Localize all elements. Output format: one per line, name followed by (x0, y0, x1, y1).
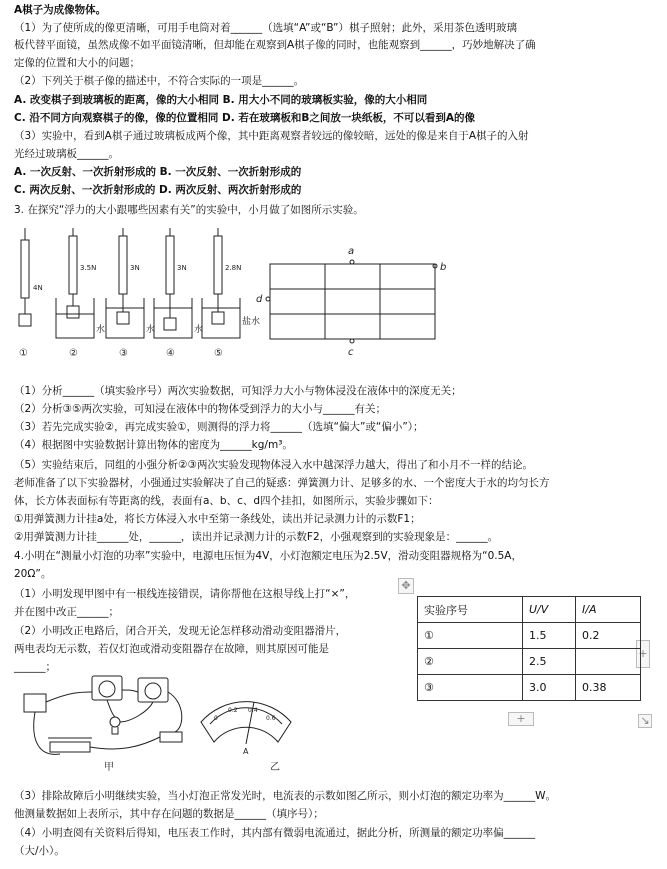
liquid-label: 水 (146, 325, 156, 335)
setup-number: ④ (166, 348, 175, 359)
force-label: 3N (130, 264, 140, 272)
force-label: 3.5N (80, 264, 97, 272)
text-line: 老师准备了以下实验器材，小强通过实验解决了自己的疑惑：弹簧测力计、足够多的水、一个密度大于水的均匀长方 (14, 477, 550, 489)
text-line: 体，长方体表面标有等距离的线，表面有a、b、c、d四个挂扣，如图所示，实验步骤如下： (14, 495, 439, 507)
text-line: 20Ω”。 (14, 568, 52, 580)
text-line: 定像的位置和大小的问题； (14, 57, 140, 69)
cuboid-hooks-figure (252, 244, 452, 359)
table-header: I/A (576, 597, 641, 623)
force-label: 3N (177, 264, 187, 272)
text-line: （大/小）。 (14, 845, 65, 857)
text-line: C. 沿不同方向观察棋子的像，像的位置相同 D. 若在玻璃板和B之间放一块纸板，不可以看到A的像 (14, 112, 475, 124)
text-line: （2）下列关于棋子像的描述中，不符合实际的一项是______。 (14, 75, 305, 87)
text-line: （1）为了使所成的像更清晰，可用手电筒对着______（选填“A”或“B”）棋子照射；此外，采用茶色透明玻璃 (14, 22, 517, 34)
force-label: 2.8N (225, 264, 242, 272)
table-row (418, 649, 641, 675)
ammeter-unit: A (243, 747, 249, 756)
setup-number: ③ (119, 348, 128, 359)
text-line: 3. 在探究“浮力的大小跟哪些因素有关”的实验中，小月做了如图所示实验。 (14, 204, 364, 216)
table-cell: ② (418, 649, 523, 675)
text-line: ______； (14, 661, 56, 673)
hook-label-d: d (256, 294, 263, 305)
table-cell: 2.5 (523, 649, 576, 675)
text-line: （1）小明发现甲图中有一根线连接错误，请你帮他在这根导线上打“×”， (14, 588, 356, 600)
text-line: （4）根据图中实验数据计算出物体的密度为______kg/m³。 (14, 439, 293, 451)
text-line: （2）分析③⑤两次实验，可知浸在液体中的物体受到浮力的大小与______有关； (14, 403, 387, 415)
hook-label-a: a (348, 246, 355, 257)
force-label: 4N (33, 284, 43, 292)
table-cell: 3.0 (523, 675, 576, 701)
text-line: ①用弹簧测力计挂a处，将长方体浸入水中至第一条线处，读出并记录测力计的示数F1； (14, 513, 421, 525)
add-column-button[interactable]: + (636, 640, 650, 668)
liquid-label: 水 (194, 325, 204, 335)
figure-yi-label: 乙 (270, 762, 280, 772)
text-line: （3）实验中，看到A棋子通过玻璃板成两个像，其中距离观察者较远的像较暗，远处的像是来自于A棋子的入射 (14, 130, 529, 142)
table-cell: 0.38 (576, 675, 641, 701)
scale-tick-label: 0.2 (228, 707, 238, 714)
hook-label-b: b (440, 262, 447, 273)
table-cell: 0.2 (576, 623, 641, 649)
liquid-label: 水 (96, 325, 106, 335)
circuit-figure (20, 672, 200, 772)
text-line: 他测量数据如上表所示，其中存在问题的数据是______（填序号）； (14, 808, 324, 820)
text-line: 板代替平面镜，虽然成像不如平面镜清晰，但却能在观察到A棋子像的同时，也能观察到______，巧妙地解决了确 (14, 39, 536, 51)
add-row-button[interactable]: + (508, 712, 534, 726)
resize-handle-icon[interactable]: ↘ (638, 714, 652, 728)
text-line: （2）小明改正电路后，闭合开关，发现无论怎样移动滑动变阻器滑片， (14, 625, 347, 637)
text-line: （3）排除故障后小明继续实验，当小灯泡正常发光时，电流表的示数如图乙所示，则小灯泡的额定功率为______W。 (14, 790, 557, 802)
text-line: 4.小明在“测量小灯泡的功率”实验中，电源电压恒为4V，小灯泡额定电压为2.5V，滑动变阻器规格为“0.5A， (14, 550, 522, 562)
data-table (417, 596, 641, 701)
text-line: A. 一次反射、一次折射形成的 B. 一次反射、一次折射形成的 (14, 166, 302, 178)
setup-number: ⑤ (214, 348, 223, 359)
scale-tick-label: 0.6 (266, 715, 276, 722)
setup-number: ② (69, 348, 78, 359)
text-line: （5）实验结束后，同组的小强分析②③两次实验发现物体浸入水中越深浮力越大，得出了和小月不一样的结论。 (14, 459, 534, 471)
text-line: C. 两次反射、一次折射形成的 D. 两次反射、两次折射形成的 (14, 184, 302, 196)
text-line: 两电表均无示数，若仅灯泡或滑动变阻器存在故障，则其原因可能是 (14, 643, 329, 655)
table-cell: 1.5 (523, 623, 576, 649)
table-row (418, 675, 641, 701)
setup-number: ① (19, 348, 28, 359)
buoyancy-experiment-figure (14, 228, 274, 363)
text-line: （1）分析______（填实验序号）两次实验数据，可知浮力大小与物体浸没在液体中的深度无关； (14, 385, 462, 397)
text-line: （3）若先完成实验②，再完成实验①，则测得的浮力将______（选填“偏大”或“偏小”）； (14, 421, 424, 433)
scale-tick-label: 0 (214, 715, 218, 722)
text-line: A. 改变棋子到玻璃板的距离，像的大小相同 B. 用大小不同的玻璃板实验，像的大小相同 (14, 94, 428, 106)
move-handle-icon[interactable]: ✥ (398, 578, 414, 594)
ammeter-figure (196, 682, 296, 772)
text-line: ②用弹簧测力计挂______处，______，读出并记录测力计的示数F2，小强观察到的实验现象是：______。 (14, 531, 499, 543)
table-header: 实验序号 (418, 597, 523, 623)
hook-label-c: c (348, 347, 354, 358)
text-line: A棋子为成像物体。 (14, 4, 107, 16)
scale-tick-label: 0.4 (248, 707, 258, 714)
table-header: U/V (523, 597, 576, 623)
text-line: 并在图中改正______； (14, 606, 119, 618)
table-cell: ③ (418, 675, 523, 701)
liquid-label: 盐水 (242, 317, 261, 327)
figure-jia-label: 甲 (104, 762, 114, 772)
text-line: （4）小明查阅有关资料后得知，电压表工作时，其内部有微弱电流通过，据此分析，所测量的额定功率偏______ (14, 827, 536, 839)
table-cell: ① (418, 623, 523, 649)
table-cell (576, 649, 641, 675)
table-header-row (418, 597, 641, 623)
text-line: 光经过玻璃板______。 (14, 148, 119, 160)
table-row (418, 623, 641, 649)
